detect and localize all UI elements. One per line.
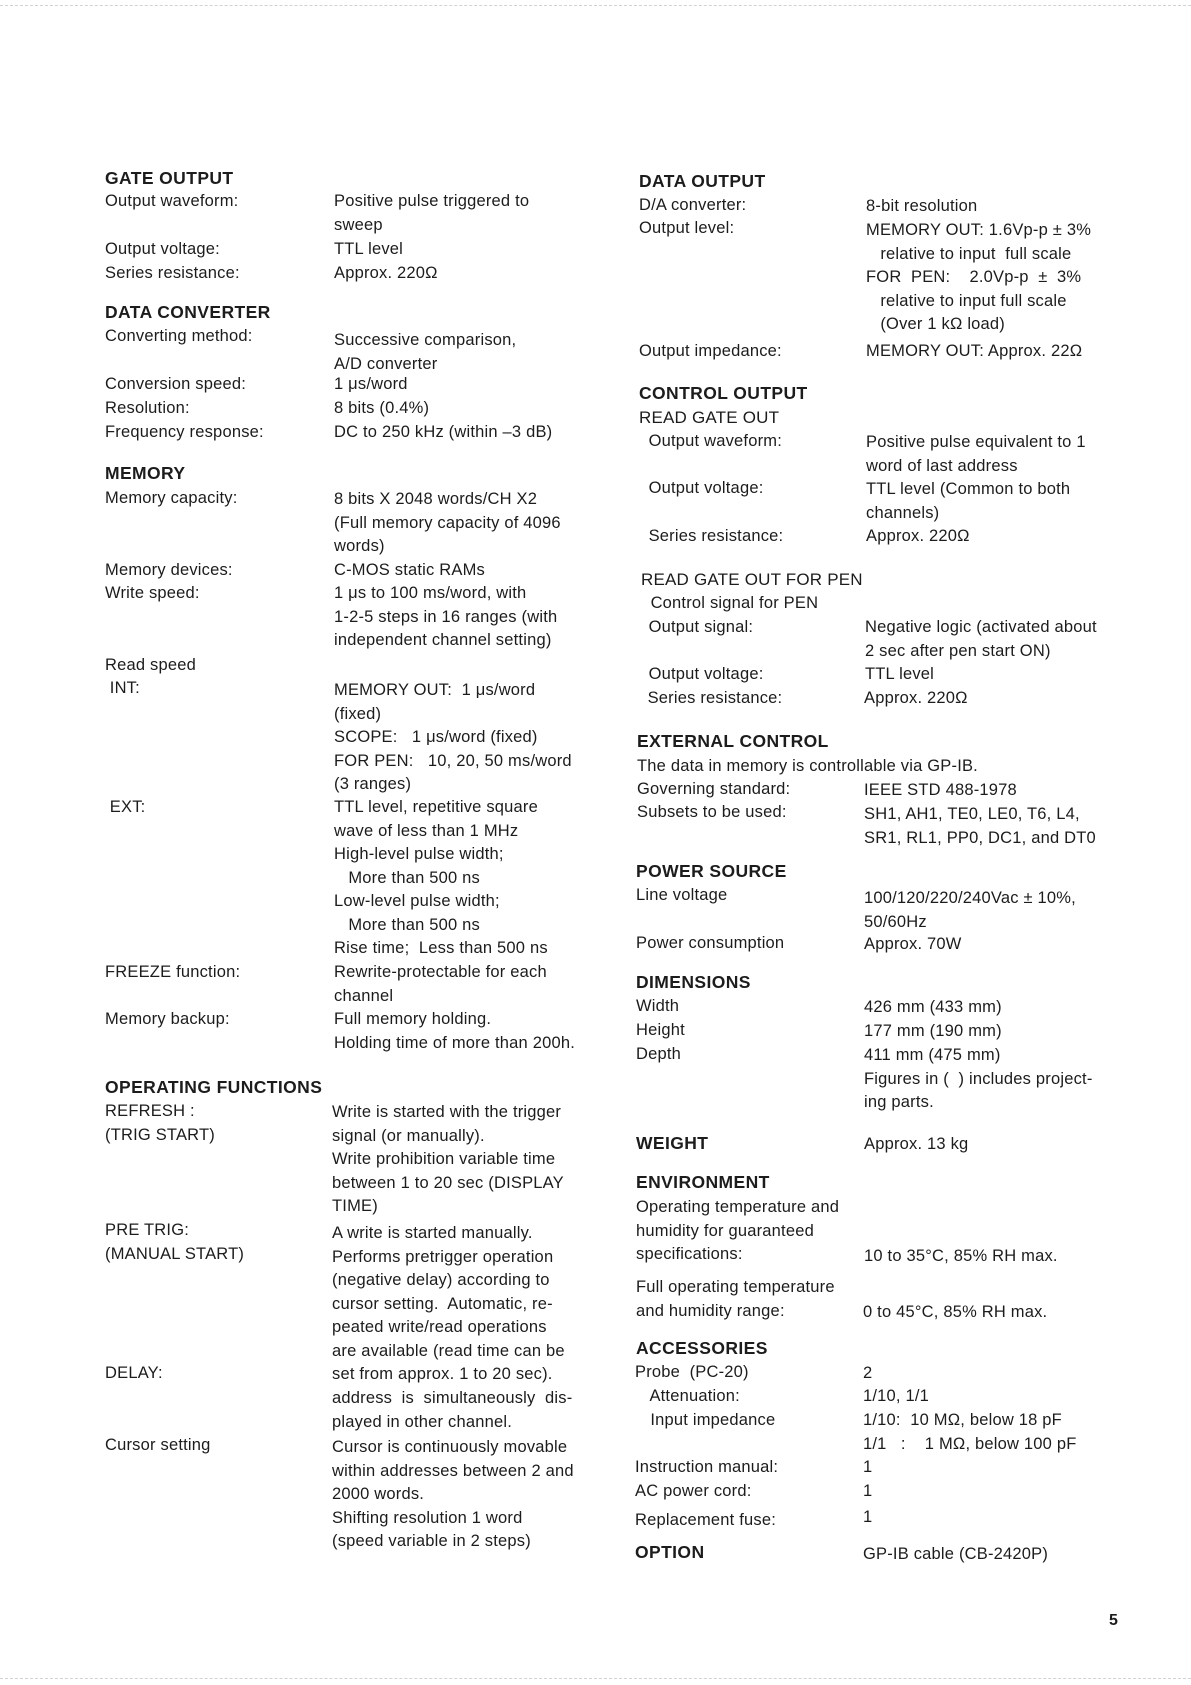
spec-label: D/A converter:: [639, 196, 747, 214]
spec-value: TTL level: [334, 240, 404, 258]
spec-line: SCOPE: 1 μs/word (fixed): [334, 728, 538, 746]
spec-line: humidity for guaranteed: [636, 1221, 814, 1240]
spec-label: Probe (PC-20): [635, 1363, 749, 1381]
spec-line: (Full memory capacity of 4096: [334, 513, 561, 532]
external-control-heading: EXTERNAL CONTROL: [637, 731, 829, 751]
spec-value: 2: [863, 1364, 873, 1382]
spec-line: channels): [866, 503, 940, 522]
spec-value: [866, 219, 1091, 337]
spec-line: 1/10: 10 MΩ, below 18 pF: [863, 1411, 1062, 1429]
spec-label: Output voltage:: [105, 240, 220, 258]
spec-line: 1 μs to 100 ms/word, with: [334, 584, 527, 602]
spec-line: Positive pulse equivalent to 1: [866, 433, 1086, 451]
spec-label: Output waveform:: [105, 192, 239, 210]
spec-line: Shifting resolution 1 word: [332, 1508, 523, 1527]
spec-line: relative to input full scale: [866, 291, 1067, 310]
spec-label: AC power cord:: [635, 1482, 752, 1500]
spec-value: Approx. 220Ω: [864, 689, 968, 707]
spec-label: Power consumption: [636, 934, 785, 952]
spec-value: Approx. 13 kg: [864, 1135, 969, 1153]
spec-value: MEMORY OUT: Approx. 22Ω: [866, 342, 1083, 360]
spec-label: Output signal:: [639, 618, 754, 636]
spec-label: Resolution:: [105, 399, 190, 417]
spec-line: Negative logic (activated about: [865, 618, 1097, 636]
data-output-heading: DATA OUTPUT: [639, 171, 766, 191]
spec-label: Governing standard:: [637, 780, 791, 798]
spec-line: (Over 1 kΩ load): [866, 315, 1006, 333]
spec-value: [334, 582, 557, 653]
spec-value: Approx. 220Ω: [866, 527, 970, 545]
read-gate-out-pen-title: READ GATE OUT FOR PEN: [641, 570, 863, 589]
spec-line: ing parts.: [864, 1093, 934, 1111]
spec-label: Memory capacity:: [105, 489, 238, 507]
spec-line: TTL level (Common to both: [866, 480, 1071, 498]
spec-line: SH1, AH1, TE0, LE0, T6, L4,: [864, 805, 1080, 823]
page-top-rule: [0, 5, 1191, 6]
spec-line: (negative delay) according to: [332, 1271, 550, 1289]
spec-label: Frequency response:: [105, 423, 264, 441]
spec-label: [636, 1196, 839, 1267]
spec-line: cursor setting. Automatic, re-: [332, 1294, 553, 1313]
spec-line: channel: [334, 986, 394, 1005]
spec-value: [334, 488, 561, 559]
spec-line: 1-2-5 steps in 16 ranges (with: [334, 607, 558, 626]
environment-heading: ENVIRONMENT: [636, 1172, 770, 1192]
spec-value: [332, 1222, 565, 1387]
spec-line: Cursor is continuously movable: [332, 1438, 568, 1456]
spec-line: (3 ranges): [334, 775, 412, 793]
spec-value: C-MOS static RAMs: [334, 561, 485, 579]
spec-line: 2000 words.: [332, 1485, 425, 1503]
spec-line: REFRESH :: [105, 1102, 195, 1120]
spec-value: 1: [863, 1458, 873, 1476]
external-control-intro: The data in memory is controllable via GP-IB.: [637, 757, 978, 775]
spec-line: A write is started manually.: [332, 1224, 533, 1242]
spec-label: FREEZE function:: [105, 963, 241, 981]
spec-line: between 1 to 20 sec (DISPLAY: [332, 1173, 564, 1192]
spec-line: 2 sec after pen start ON): [865, 641, 1051, 660]
spec-line: PRE TRIG:: [105, 1221, 190, 1239]
spec-line: sweep: [334, 215, 383, 234]
spec-label: Instruction manual:: [635, 1458, 779, 1476]
spec-line: Operating temperature and: [636, 1198, 840, 1216]
memory-heading: MEMORY: [105, 463, 186, 483]
spec-label: [105, 1219, 244, 1266]
spec-line: High-level pulse width;: [334, 845, 504, 863]
spec-value: IEEE STD 488-1978: [864, 781, 1017, 799]
spec-value: [866, 478, 1070, 525]
spec-label: Input impedance: [636, 1411, 776, 1429]
spec-value: 8 bits (0.4%): [334, 399, 430, 417]
spec-line: Write prohibition variable time: [332, 1150, 556, 1168]
spec-value: [332, 1387, 572, 1434]
spec-line: TTL level, repetitive square: [334, 798, 538, 816]
weight-heading: WEIGHT: [636, 1133, 709, 1153]
spec-line: Rewrite-protectable for each: [334, 963, 547, 981]
read-gate-out-title: READ GATE OUT: [639, 408, 780, 427]
spec-line: Figures in ( ) includes project-: [864, 1069, 1093, 1088]
spec-value: [865, 616, 1097, 663]
spec-label: Width: [636, 997, 680, 1015]
spec-value: [334, 961, 547, 1008]
spec-line: FOR PEN: 10, 20, 50 ms/word: [334, 751, 572, 770]
spec-line: specifications:: [636, 1245, 743, 1263]
spec-value: Approx. 70W: [864, 935, 962, 953]
spec-label: Series resistance:: [105, 264, 240, 282]
spec-value: TTL level: [865, 665, 935, 683]
spec-line: set from approx. 1 to 20 sec).: [332, 1365, 553, 1383]
spec-value: [332, 1101, 564, 1219]
gate-output-heading: GATE OUTPUT: [105, 168, 234, 188]
spec-line: (TRIG START): [105, 1125, 215, 1144]
spec-label: [105, 1100, 215, 1147]
spec-value: 177 mm (190 mm): [864, 1022, 1002, 1040]
spec-label: Converting method:: [105, 327, 253, 345]
accessories-heading: ACCESSORIES: [636, 1338, 768, 1358]
spec-line: Positive pulse triggered to: [334, 192, 530, 210]
spec-label: DELAY:: [105, 1364, 163, 1382]
spec-value: [334, 679, 572, 797]
spec-label: Attenuation:: [636, 1387, 740, 1405]
spec-line: (fixed): [334, 704, 382, 723]
spec-line: (speed variable in 2 steps): [332, 1532, 531, 1550]
spec-label: Memory backup:: [105, 1010, 230, 1028]
spec-value: [334, 1008, 575, 1055]
spec-line: Write is started with the trigger: [332, 1103, 562, 1121]
spec-line: Full operating temperature: [636, 1278, 835, 1296]
spec-line: A/D converter: [334, 354, 438, 373]
spec-label: Line voltage: [636, 886, 728, 904]
spec-value: 1: [863, 1482, 873, 1500]
spec-line: Rise time; Less than 500 ns: [334, 939, 548, 957]
spec-label: Output voltage:: [639, 479, 764, 497]
spec-label: Subsets to be used:: [637, 803, 787, 821]
spec-label: Cursor setting: [105, 1436, 211, 1454]
spec-line: played in other channel.: [332, 1412, 513, 1431]
spec-line: peated write/read operations: [332, 1318, 547, 1336]
option-heading: OPTION: [635, 1542, 705, 1562]
spec-label: Output voltage:: [639, 665, 764, 683]
spec-line: More than 500 ns: [334, 915, 480, 934]
spec-value: Approx. 220Ω: [334, 264, 438, 282]
spec-label: Height: [636, 1021, 685, 1039]
spec-line: 1/1 : 1 MΩ, below 100 pF: [863, 1434, 1077, 1453]
spec-value: [866, 431, 1086, 478]
spec-label: Depth: [636, 1045, 682, 1063]
spec-line: Successive comparison,: [334, 331, 517, 349]
spec-line: Holding time of more than 200h.: [334, 1033, 576, 1052]
spec-line: 100/120/220/240Vac ± 10%,: [864, 889, 1076, 907]
spec-line: address is simultaneously dis-: [332, 1389, 573, 1407]
spec-label: Replacement fuse:: [635, 1511, 776, 1529]
spec-value: GP-IB cable (CB-2420P): [863, 1545, 1049, 1563]
spec-value: [864, 803, 1096, 850]
spec-line: independent channel setting): [334, 631, 552, 649]
spec-label: Output level:: [639, 219, 735, 237]
spec-line: More than 500 ns: [334, 868, 480, 887]
spec-line: word of last address: [866, 456, 1018, 475]
spec-label: Series resistance:: [638, 689, 783, 707]
spec-line: Performs pretrigger operation: [332, 1247, 554, 1266]
spec-value: 1/10, 1/1: [863, 1387, 930, 1405]
spec-line: Full memory holding.: [334, 1010, 492, 1028]
spec-label: Memory devices:: [105, 561, 233, 579]
operating-functions-heading: OPERATING FUNCTIONS: [105, 1077, 323, 1097]
spec-label: Conversion speed:: [105, 375, 246, 393]
spec-line: 8 bits X 2048 words/CH X2: [334, 490, 538, 508]
spec-line: FOR PEN: 2.0Vp-p ± 3%: [866, 268, 1082, 286]
spec-value: [332, 1436, 574, 1554]
spec-line: are available (read time can be: [332, 1341, 565, 1360]
power-source-heading: POWER SOURCE: [636, 861, 787, 881]
spec-value: [864, 1044, 1093, 1115]
spec-label: [636, 1276, 835, 1323]
spec-value: 10 to 35°C, 85% RH max.: [864, 1247, 1058, 1265]
spec-value: 426 mm (433 mm): [864, 998, 1002, 1016]
spec-line: within addresses between 2 and: [332, 1461, 574, 1480]
spec-label: Read speed: [105, 656, 196, 674]
spec-line: MEMORY OUT: 1 μs/word: [334, 681, 536, 699]
spec-value: 1: [863, 1508, 873, 1526]
spec-value: [863, 1409, 1076, 1456]
control-output-heading: CONTROL OUTPUT: [639, 383, 808, 403]
dimensions-heading: DIMENSIONS: [636, 972, 751, 992]
spec-label: Write speed:: [105, 584, 200, 602]
data-converter-heading: DATA CONVERTER: [105, 302, 271, 322]
spec-value: 8-bit resolution: [866, 197, 978, 215]
spec-line: signal (or manually).: [332, 1126, 485, 1145]
spec-line: 50/60Hz: [864, 912, 927, 931]
spec-line: relative to input full scale: [866, 244, 1072, 263]
spec-line: 411 mm (475 mm): [864, 1046, 1001, 1064]
spec-label: Output waveform:: [639, 432, 782, 450]
spec-value: [334, 796, 548, 961]
spec-label: EXT:: [105, 798, 146, 816]
spec-line: Low-level pulse width;: [334, 892, 500, 910]
page-number: 5: [1109, 1612, 1118, 1629]
spec-line: MEMORY OUT: 1.6Vp-p ± 3%: [866, 221, 1092, 239]
spec-line: SR1, RL1, PP0, DC1, and DT0: [864, 828, 1096, 847]
spec-line: wave of less than 1 MHz: [334, 821, 519, 840]
spec-label: Output impedance:: [639, 342, 782, 360]
spec-value: [334, 190, 529, 237]
spec-value: DC to 250 kHz (within –3 dB): [334, 423, 553, 441]
spec-value: 1 μs/word: [334, 375, 408, 393]
spec-value: [864, 887, 1076, 934]
spec-value: 0 to 45°C, 85% RH max.: [863, 1303, 1048, 1321]
spec-line: TIME): [332, 1197, 378, 1215]
spec-line: (MANUAL START): [105, 1244, 245, 1263]
spec-value: [334, 329, 516, 376]
page-bottom-rule: [0, 1678, 1191, 1679]
spec-line: and humidity range:: [636, 1301, 785, 1320]
spec-label: Series resistance:: [639, 527, 784, 545]
spec-label: INT:: [105, 679, 140, 697]
spec-line: words): [334, 537, 385, 555]
spec-label: Control signal for PEN: [641, 594, 819, 612]
